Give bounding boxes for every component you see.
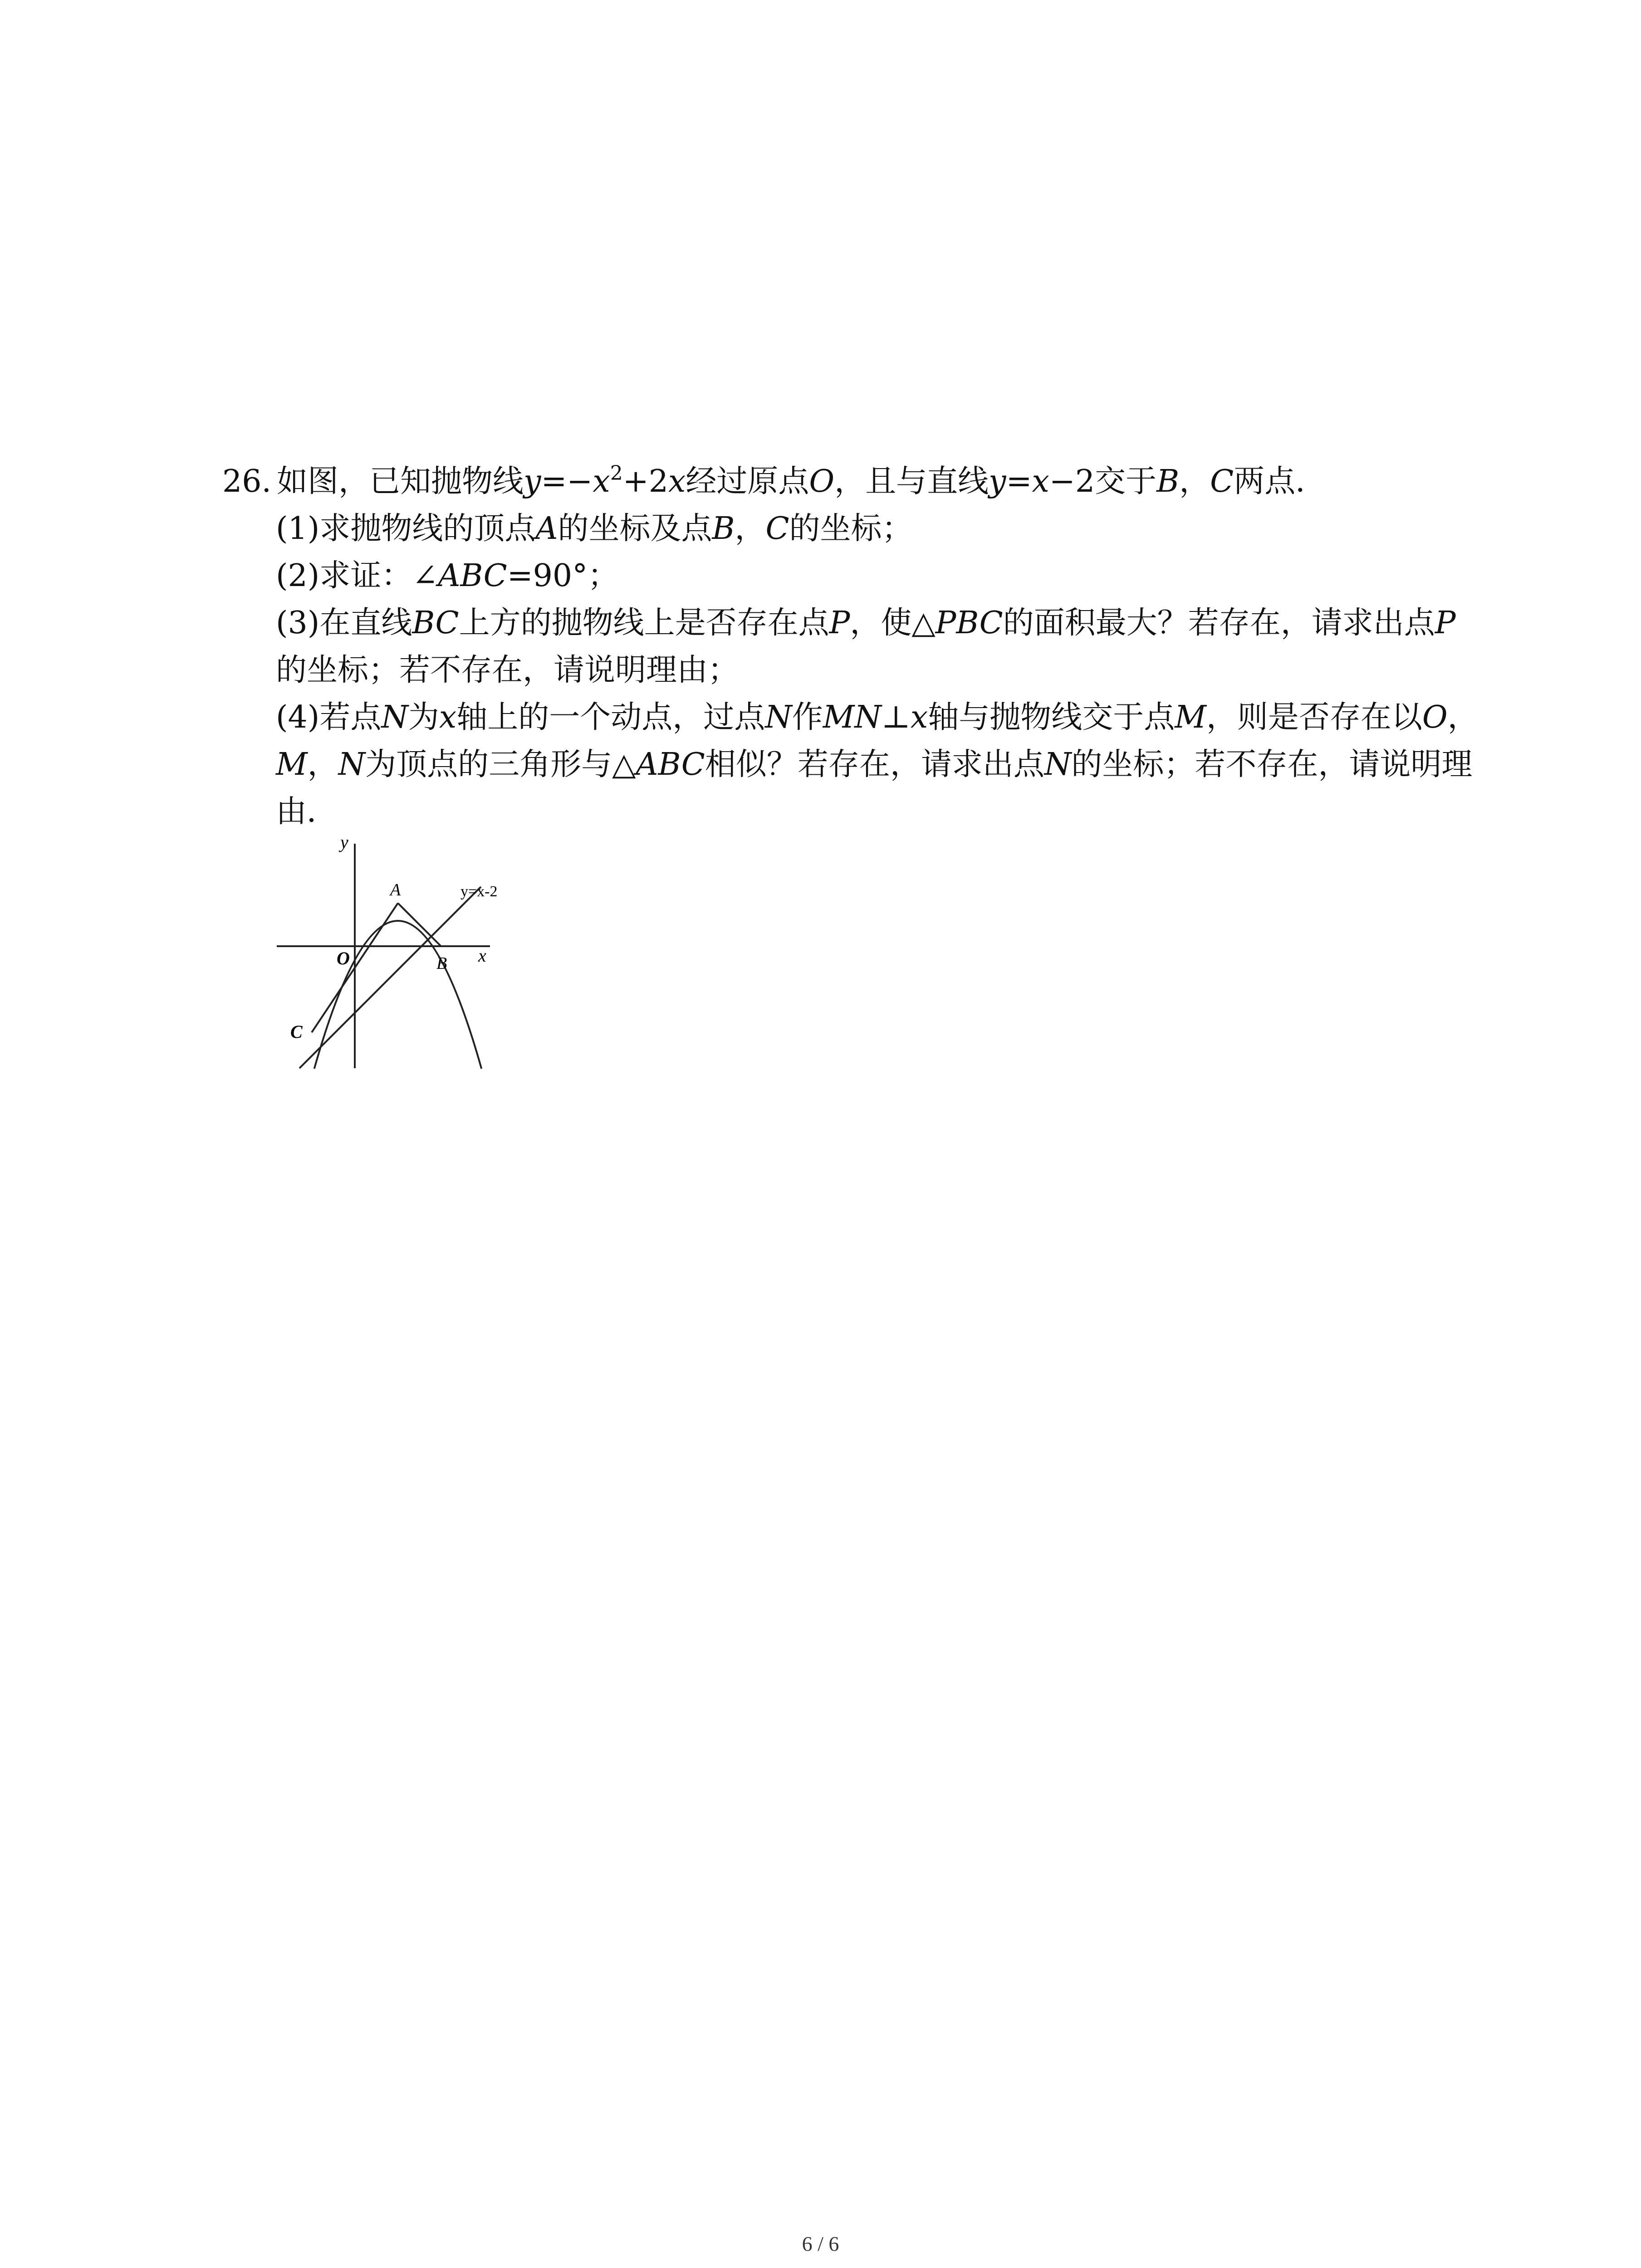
math-var: y	[524, 464, 541, 499]
math-var: ABC	[438, 558, 507, 594]
q4-part: (4)若点	[276, 699, 382, 735]
stem-part: ，	[1179, 464, 1210, 499]
page-number: 6 / 6	[802, 2232, 839, 2255]
math-var: N	[1044, 747, 1072, 782]
math-var: O	[1422, 699, 1448, 735]
math-var: BC	[412, 605, 459, 641]
q3-part: ，使△	[850, 605, 936, 641]
q1-part: 的坐标及点	[558, 511, 712, 547]
stem-text	[222, 464, 1326, 499]
math-var: MN	[823, 699, 882, 735]
q4-part: 轴上的一个动点，过点	[456, 699, 765, 735]
q4-part: 为顶点的三角形与△	[365, 747, 636, 782]
sub-question-4	[222, 694, 1479, 741]
q4-part: 作	[792, 699, 823, 735]
math-var: y	[989, 464, 1006, 499]
q4-part: 轴与抛物线交于点	[928, 699, 1175, 735]
q3-part: 上方的抛物线上是否存在点	[459, 605, 829, 641]
stem-part: 交于	[1095, 464, 1157, 499]
y-axis-label: y	[340, 832, 348, 852]
math-var: B	[1156, 464, 1180, 499]
problem-stem	[222, 458, 1447, 505]
q4-part: ⊥	[881, 699, 911, 735]
math-var: N	[338, 747, 366, 782]
question-number: 26.	[222, 464, 272, 499]
q4-part: ，	[1447, 699, 1479, 735]
math-op: −2	[1049, 464, 1095, 499]
line-equation-label: y=x-2	[460, 883, 498, 900]
q4-part: 由．	[276, 794, 338, 830]
segment-AB	[398, 903, 441, 946]
q4-part: ，	[307, 747, 338, 782]
q3-part: 的面积最大？若存在，请求出点	[1003, 605, 1435, 641]
q3-part: 的坐标；若不存在，请说明理由；	[276, 652, 739, 688]
stem-part: ，且与直线	[834, 464, 989, 499]
q4-part: 为	[408, 699, 439, 735]
math-var: x	[439, 699, 457, 735]
math-op: =−	[541, 464, 593, 499]
q3-part: (3)在直线	[276, 605, 412, 641]
q2-part: =90°；	[507, 558, 619, 594]
point-B-label: B	[436, 954, 447, 973]
q4-part: 相似？若存在，请求出点	[705, 747, 1044, 782]
math-exponent: 2	[610, 462, 623, 485]
math-var: x	[593, 464, 610, 499]
point-C-label: C	[290, 1022, 303, 1042]
math-var: C	[765, 511, 789, 547]
sub-question-2	[222, 552, 1447, 600]
sub-question-1	[222, 505, 1447, 552]
sub-question-4-line-2	[222, 741, 1473, 788]
sub-question-3	[222, 600, 1456, 647]
sub-question-3-line-2	[222, 647, 1447, 694]
q2-part: (2)求证：∠	[276, 558, 438, 594]
math-var: N	[381, 699, 408, 735]
math-var: C	[1210, 464, 1234, 499]
math-var: A	[535, 511, 558, 547]
math-var: P	[1435, 605, 1456, 641]
q4-part: ，则是否存在以	[1206, 699, 1422, 735]
math-var: ABC	[636, 747, 705, 782]
stem-part: 经过原点	[686, 464, 809, 499]
q1-part: (1)求抛物线的顶点	[276, 511, 536, 547]
figure-svg	[268, 816, 540, 1080]
problem-26	[222, 458, 1479, 836]
q4-part: 的坐标；若不存在，请说明理	[1071, 747, 1473, 782]
stem-part: 两点．	[1234, 464, 1327, 499]
q1-part: 的坐标；	[789, 511, 913, 547]
math-var: M	[1175, 699, 1206, 735]
math-var: M	[276, 747, 308, 782]
point-A-label: A	[390, 880, 401, 899]
parabola-figure	[268, 816, 540, 1080]
math-op: =	[1006, 464, 1032, 499]
math-var: x	[668, 464, 686, 499]
math-var: P	[829, 605, 850, 641]
math-var: N	[765, 699, 792, 735]
x-axis-label: x	[478, 945, 486, 966]
math-var: O	[809, 464, 835, 499]
math-var: B	[712, 511, 735, 547]
stem-part: 如图，已知抛物线	[277, 464, 524, 499]
q1-part: ，	[735, 511, 766, 547]
point-O-label: O	[337, 948, 350, 968]
math-var: x	[1032, 464, 1049, 499]
math-var: PBC	[935, 605, 1003, 641]
parabola-curve	[314, 921, 482, 1069]
math-var: x	[910, 699, 928, 735]
math-op: +2	[622, 464, 668, 499]
